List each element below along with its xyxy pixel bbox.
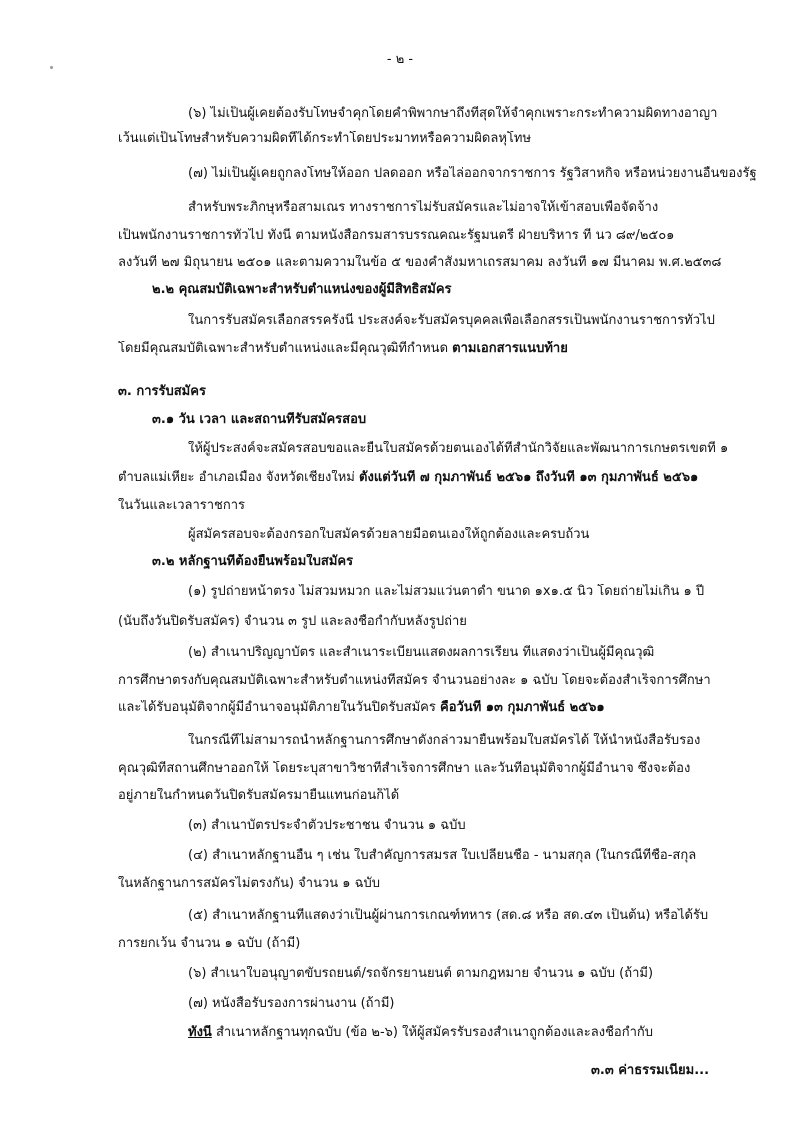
attachment-reference: ตามเอกสารแนบท้าย — [452, 341, 568, 356]
doc-5-line2: การยกเว้น จำนวน ๑ ฉบับ (ถ้ามี) — [118, 936, 301, 951]
section-3-1-line1: ให้ผู้ประสงค์จะสมัครสอบขอและยื่นใบสมัครด้วยตนเองได้ที่สำนักวิจัยและพัฒนาการเกษตรเขตที่ ๑ — [188, 441, 729, 456]
section-3-1-line3: ในวันและเวลาราชการ — [118, 498, 246, 513]
page-number: - ๒ - — [386, 52, 414, 67]
section-3-1-heading: ๓.๑ วัน เวลา และสถานที่รับสมัครสอบ — [152, 412, 367, 427]
certify-note: ทั้งนี้ สำเนาหลักฐานทุกฉบับ (ข้อ ๒-๖) ให้ผู้สมัครรับรองสำเนาถูกต้องและลงชื่อกำกับ — [188, 1025, 653, 1040]
doc-4-line1: (๔) สำเนาหลักฐานอื่น ๆ เช่น ใบสำคัญการสมรส ใบเปลี่ยนชื่อ - นามสกุล (ในกรณีที่ชื่อ-สกุล — [188, 848, 697, 863]
monk-note-line2: เป็นพนักงานราชการทั่วไป ทั้งนี้ ตามหนังสือกรมสารบรรณคณะรัฐมนตรี ฝ่ายบริหาร ที่ นว ๘๙/๒๕๐๑ — [118, 228, 675, 243]
case-note-line3: อยู่ภายในกำหนดวันปิดรับสมัครมายื่นแทนก่อนก็ได้ — [118, 788, 400, 803]
section-3-heading: ๓. การรับสมัคร — [118, 384, 206, 399]
continued-marker: ๓.๓ ค่าธรรมเนียม... — [591, 1063, 710, 1078]
doc-1-line2: (นับถึงวันปิดรับสมัคร) จำนวน ๓ รูป และลงชื่อกำกับหลังรูปถ่าย — [118, 614, 467, 629]
doc-3: (๓) สำเนาบัตรประจำตัวประชาชน จำนวน ๑ ฉบับ — [188, 818, 466, 833]
qualification-7: (๗) ไม่เป็นผู้เคยถูกลงโทษให้ออก ปลดออก หรือไล่ออกจากราชการ รัฐวิสาหกิจ หรือหน่วยงานอื่นของรัฐ — [188, 166, 757, 181]
doc-2-line1: (๒) สำเนาปริญญาบัตร และสำเนาระเบียนแสดงผลการเรียน ที่แสดงว่าเป็นผู้มีคุณวุฒิ — [188, 645, 655, 660]
doc-6: (๖) สำเนาใบอนุญาตขับรถยนต์/รถจักรยานยนต์ ตามกฎหมาย จำนวน ๑ ฉบับ (ถ้ามี) — [188, 966, 654, 981]
closing-date: คือวันที่ ๑๓ กุมภาพันธ์ ๒๕๖๑ — [440, 700, 605, 715]
case-note-line1: ในกรณีที่ไม่สามารถนำหลักฐานการศึกษาดังกล่าวมายื่นพร้อมใบสมัครได้ ให้นำหนังสือรับรอง — [188, 733, 701, 748]
section-2-2-heading: ๒.๒ คุณสมบัติเฉพาะสำหรับตำแหน่งของผู้มีสิทธิสมัคร — [152, 282, 452, 297]
section-3-1-line4: ผู้สมัครสอบจะต้องกรอกใบสมัครด้วยลายมือตนเองให้ถูกต้องและครบถ้วน — [188, 527, 590, 542]
monk-note-line3: ลงวันที่ ๒๗ มิถุนายน ๒๕๐๑ และตามความในข้อ ๕ ของคำสั่งมหาเถรสมาคม ลงวันที่ ๑๗ มีนาคม พ.ศ.๒๕๓๘ — [118, 255, 722, 270]
qualification-6-line2: เว้นแต่เป็นโทษสำหรับความผิดที่ได้กระทำโดยประมาทหรือความผิดลหุโทษ — [118, 131, 532, 146]
doc-2-line2: การศึกษาตรงกับคุณสมบัติเฉพาะสำหรับตำแหน่งที่สมัคร จำนวนอย่างละ ๑ ฉบับ โดยจะต้องสำเร็จการศึกษา — [118, 673, 711, 688]
section-3-2-heading: ๓.๒ หลักฐานที่ต้องยื่นพร้อมใบสมัคร — [152, 554, 354, 569]
certify-note-label: ทั้งนี้ — [188, 1025, 212, 1040]
section-3-1-line2: ตำบลแม่เหียะ อำเภอเมือง จังหวัดเชียงใหม่ ตั้งแต่วันที่ ๗ กุมภาพันธ์ ๒๕๖๑ ถึงวันที่ ๑๓ กุมภาพันธ์ ๒๕๖๑ — [118, 470, 699, 485]
section-2-2-para-line1: ในการรับสมัครเลือกสรรครั้งนี้ ประสงค์จะรับสมัครบุคคลเพื่อเลือกสรรเป็นพนักงานราชการทั่วไป — [188, 313, 715, 328]
application-period: ตั้งแต่วันที่ ๗ กุมภาพันธ์ ๒๕๖๑ ถึงวันที่ ๑๓ กุมภาพันธ์ ๒๕๖๑ — [359, 470, 699, 485]
section-2-2-para-line2: โดยมีคุณสมบัติเฉพาะสำหรับตำแหน่งและมีคุณวุฒิที่กำหนด ตามเอกสารแนบท้าย — [118, 341, 568, 356]
doc-1-line1: (๑) รูปถ่ายหน้าตรง ไม่สวมหมวก และไม่สวมแว่นตาดำ ขนาด ๑x๑.๕ นิ้ว โดยถ่ายไม่เกิน ๑ ปี — [188, 584, 705, 599]
doc-5-line1: (๕) สำเนาหลักฐานที่แสดงว่าเป็นผู้ผ่านการเกณฑ์ทหาร (สด.๘ หรือ สด.๔๓ เป็นต้น) หรือได้รับ — [188, 908, 709, 923]
case-note-line2: คุณวุฒิที่สถานศึกษาออกให้ โดยระบุสาขาวิชาที่สำเร็จการศึกษา และวันที่อนุมัติจากผู้มีอำนาจ ซึ่งจะต้อง — [118, 761, 691, 776]
doc-7: (๗) หนังสือรับรองการผ่านงาน (ถ้ามี) — [188, 996, 395, 1011]
monk-note-line1: สำหรับพระภิกษุหรือสามเณร ทางราชการไม่รับสมัครและไม่อาจให้เข้าสอบเพื่อจัดจ้าง — [188, 200, 659, 215]
doc-2-line3: และได้รับอนุมัติจากผู้มีอำนาจอนุมัติภายในวันปิดรับสมัคร คือวันที่ ๑๓ กุมภาพันธ์ ๒๕๖๑ — [118, 700, 605, 715]
doc-4-line2: ในหลักฐานการสมัครไม่ตรงกัน) จำนวน ๑ ฉบับ — [118, 876, 381, 891]
qualification-6-line1: (๖) ไม่เป็นผู้เคยต้องรับโทษจำคุกโดยคำพิพากษาถึงที่สุดให้จำคุกเพราะกระทำความผิดทางอาญา — [188, 106, 718, 121]
